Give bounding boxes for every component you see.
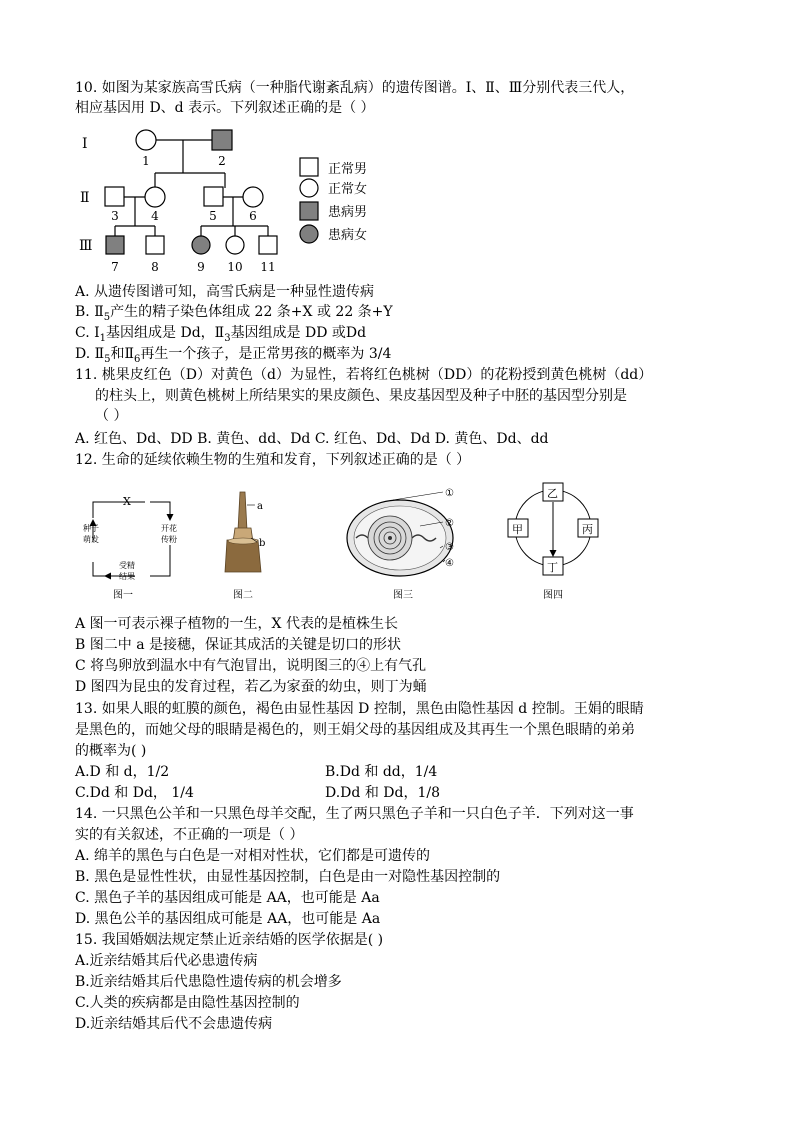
figure-4-caption: 图四 bbox=[543, 590, 563, 601]
figure-2-label-a: a bbox=[257, 501, 263, 512]
figure-2-caption: 图二 bbox=[233, 590, 253, 601]
q13-option-b: B.Dd 和 dd，1/4 bbox=[325, 764, 438, 780]
pedigree-chart bbox=[75, 118, 395, 278]
pedigree-i1-normal-female bbox=[136, 130, 156, 150]
q10-option-a: A. 从遗传图谱可知，高雪氏病是一种显性遗传病 bbox=[75, 284, 375, 300]
gen-label-2: Ⅱ bbox=[80, 190, 90, 206]
gen-label-3: Ⅲ bbox=[79, 238, 93, 254]
legend-normal-male-symbol bbox=[300, 158, 318, 176]
figure-1-bottom-top: 受精 bbox=[119, 561, 135, 570]
pedigree-ii6-normal-female bbox=[243, 187, 263, 207]
figure-4-bottom: 丁 bbox=[547, 561, 558, 574]
figure-3-mark-1: ① bbox=[445, 488, 454, 499]
q12-option-d: D 图四为昆虫的发育过程，若乙为家蚕的幼虫，则丁为蛹 bbox=[75, 679, 427, 695]
q15-option-b: B.近亲结婚其后代患隐性遗传病的机会增多 bbox=[75, 974, 342, 990]
q15-option-d: D.近亲结婚其后代不会患遗传病 bbox=[75, 1016, 273, 1032]
q14-option-c: C. 黑色子羊的基因组成可能是 AA，也可能是 Aa bbox=[75, 890, 380, 906]
legend-affected-male-symbol bbox=[300, 202, 318, 220]
q10-option-d: D. $Ⅱ_5$和$Ⅱ_6$再生一个孩子，是正常男孩的概率为 3/4 bbox=[75, 346, 392, 365]
pedigree-id: 5 bbox=[209, 209, 217, 223]
pedigree-id: 7 bbox=[111, 260, 119, 274]
q12-stem: 12. 生命的延续依赖生物的生殖和发育，下列叙述正确的是（ ） bbox=[75, 452, 471, 468]
pedigree-id: 6 bbox=[249, 209, 257, 223]
legend-affected-male-label: 患病男 bbox=[328, 205, 368, 220]
q10-stem-line1: 10. 如图为某家族高雪氏病（一种脂代谢紊乱病）的遗传图谱。Ⅰ、Ⅱ、Ⅲ分别代表三代人， bbox=[75, 80, 635, 96]
q13-stem-line3: 的概率为( ) bbox=[75, 743, 147, 759]
pedigree-iii10-normal-female bbox=[226, 236, 244, 254]
pedigree-id: 4 bbox=[151, 209, 159, 223]
figure-3-mark-3: ③ bbox=[445, 542, 454, 553]
figure-1-left-bottom: 萌发 bbox=[83, 535, 99, 544]
pedigree-ii5-normal-male bbox=[204, 187, 223, 206]
q13-option-d: D.Dd 和 Dd，1/8 bbox=[325, 785, 440, 801]
pedigree-id: 11 bbox=[260, 260, 276, 274]
legend-normal-female-label: 正常女 bbox=[328, 182, 368, 197]
pedigree-id: 10 bbox=[227, 260, 243, 274]
pedigree-id: 1 bbox=[142, 154, 150, 168]
pedigree-iii7-affected-male bbox=[106, 236, 124, 254]
q14-option-b: B. 黑色是显性性状，由显性基因控制，白色是由一对隐性基因控制的 bbox=[75, 869, 501, 885]
q11-stem-line3: （ ） bbox=[95, 408, 128, 424]
pedigree-iii8-normal-male bbox=[146, 236, 164, 254]
q13-stem-line2: 是黑色的，而她父母的眼睛是褐色的，则王娟父母的基因组成及其再生一个黑色眼睛的弟弟 bbox=[75, 722, 635, 738]
pedigree-iii9-affected-female bbox=[192, 236, 210, 254]
pedigree-id: 2 bbox=[218, 154, 226, 168]
gen-label-1: Ⅰ bbox=[82, 136, 88, 152]
figure-3-mark-4: ④ bbox=[445, 558, 454, 569]
q14-stem-line1: 14. 一只黑色公羊和一只黑色母羊交配，生了两只黑色子羊和一只白色子羊．下列对这一事 bbox=[75, 806, 634, 822]
pedigree-i2-affected-male bbox=[212, 130, 232, 150]
figure-1-bottom-bottom: 结果 bbox=[119, 572, 135, 581]
figure-1-right-top: 开花 bbox=[161, 524, 177, 533]
legend-affected-female-label: 患病女 bbox=[328, 228, 368, 243]
figure-4-top: 乙 bbox=[547, 487, 558, 500]
pedigree-ii4-normal-female bbox=[145, 187, 165, 207]
pedigree-ii3-normal-male bbox=[105, 187, 124, 206]
pedigree-id: 8 bbox=[151, 260, 159, 274]
q12-option-b: B 图二中 a 是接穗，保证其成活的关键是切口的形状 bbox=[75, 637, 401, 653]
figure-3-bird-egg bbox=[347, 492, 453, 576]
figure-2-grafting bbox=[225, 492, 261, 572]
figure-3-caption: 图三 bbox=[393, 590, 413, 601]
q11-stem-line1: 11. 桃果皮红色（D）对黄色（d）为显性，若将红色桃树（DD）的花粉授到黄色桃树（dd） bbox=[75, 367, 653, 383]
pedigree-id: 3 bbox=[111, 209, 119, 223]
q11-stem-line2: 的柱头上，则黄色桃树上所结果实的果皮颜色、果皮基因型及种子中胚的基因型分别是 bbox=[95, 388, 627, 404]
figure-1-left-top: 种子 bbox=[83, 524, 99, 533]
figure-2-label-b: b bbox=[259, 538, 266, 549]
q11-options: A. 红色、Dd、DD B. 黄色、dd、Dd C. 红色、Dd、Dd D. 黄色、Dd、dd bbox=[75, 431, 549, 447]
figure-3-mark-2: ② bbox=[445, 518, 454, 529]
legend-normal-male-label: 正常男 bbox=[328, 162, 368, 177]
figure-1-right-bottom: 传粉 bbox=[161, 535, 177, 544]
figure-1-x-label: X bbox=[123, 495, 131, 508]
q15-stem: 15. 我国婚姻法规定禁止近亲结婚的医学依据是( ) bbox=[75, 932, 384, 948]
figure-1-caption: 图一 bbox=[113, 590, 133, 601]
q14-stem-line2: 实的有关叙述，不正确的一项是（ ） bbox=[75, 827, 304, 843]
figure-4-left: 甲 bbox=[512, 523, 523, 536]
q10-stem-line2: 相应基因用 D、d 表示。下列叙述正确的是（ ） bbox=[75, 100, 375, 116]
legend-affected-female-symbol bbox=[300, 225, 318, 243]
q10-option-c: C. $Ⅰ_1$基因组成是 Dd，$Ⅱ_3$基因组成是 DD 或Dd bbox=[75, 325, 367, 344]
q12-option-c: C 将鸟卵放到温水中有气泡冒出，说明图三的④上有气孔 bbox=[75, 658, 427, 674]
figure-4-right: 丙 bbox=[582, 523, 593, 536]
q10-option-b: B. $Ⅱ_5$产生的精子染色体组成 22 条+X 或 22 条+Y bbox=[75, 304, 393, 323]
pedigree-id: 9 bbox=[197, 260, 205, 274]
q15-option-c: C.人类的疾病都是由隐性基因控制的 bbox=[75, 995, 300, 1011]
legend-normal-female-symbol bbox=[300, 179, 318, 197]
q13-option-c: C.Dd 和 Dd， 1/4 bbox=[75, 785, 194, 801]
q14-option-d: D. 黑色公羊的基因组成可能是 AA，也可能是 Aa bbox=[75, 911, 381, 927]
q14-option-a: A. 绵羊的黑色与白色是一对相对性状，它们都是可遗传的 bbox=[75, 848, 431, 864]
q15-option-a: A.近亲结婚其后代必患遗传病 bbox=[75, 953, 258, 969]
pedigree-iii11-normal-male bbox=[259, 236, 277, 254]
q12-option-a: A 图一可表示裸子植物的一生，X 代表的是植株生长 bbox=[75, 616, 398, 632]
q13-option-a: A.D 和 d，1/2 bbox=[75, 764, 170, 780]
q12-figures bbox=[75, 480, 635, 605]
q13-stem-line1: 13. 如果人眼的虹膜的颜色，褐色由显性基因 D 控制，黑色由隐性基因 d 控制。王娟的眼睛 bbox=[75, 701, 644, 717]
